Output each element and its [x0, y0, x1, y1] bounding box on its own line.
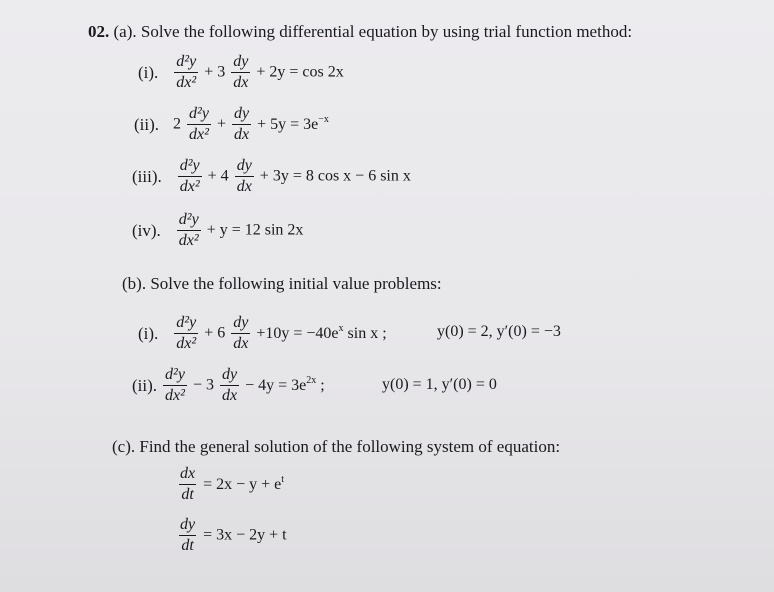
first-derivative-fraction: $\frac{dy}{dx}$	[236, 157, 252, 195]
question-heading	[88, 22, 632, 42]
second-derivative-fraction: $\frac{\text{d²y}}{\text{dx²}}$	[176, 53, 197, 91]
first-derivative-fraction: $\frac{dy}{dx}$	[221, 366, 238, 404]
equation-a-ii: (ii). 2 $\frac{\text{d²y}}{\text{dx²}}$ + $\frac{dy}{dx}$ + $5y = 3e^{-x}$	[134, 105, 329, 143]
part-c-heading: (c). Find the general solution of the following system of equation:	[112, 437, 561, 456]
system-equation-1: $\frac{dx}{dt}$ = $2x - y + e^t$	[180, 465, 285, 503]
equation-b-ii: (ii). $\frac{\text{d²y}}{\text{dx²}}$ − 3 $\frac{dy}{dx}$ − $4y = 3e^{2x}$ ;	[132, 366, 325, 404]
system-equation-2: $\frac{dy}{dt}$ = 3x − 2y + t	[180, 516, 287, 554]
label-a-ii: (ii).	[134, 115, 160, 134]
second-derivative-fraction: $\frac{\text{d²y}}{\text{dx²}}$	[189, 105, 209, 143]
dy-dt-fraction: $\frac{dy}{dt}$	[180, 516, 196, 554]
label-a-i: (i).	[138, 63, 159, 82]
second-derivative-fraction: $\frac{\text{d²y}}{\text{dx²}}$	[179, 157, 200, 195]
label-b-i: (i).	[138, 324, 159, 343]
equation-a-iv: (iv). $\frac{\text{d²y}}{\text{dx²}}$ + y = 12 sin 2x	[132, 211, 304, 249]
first-derivative-fraction: $\frac{dy}{dx}$	[233, 53, 249, 91]
label-a-iii: (iii).	[132, 167, 162, 186]
question-number: 02.	[88, 22, 110, 41]
initial-conditions-b-i: y(0) = 2, y′(0) = −3	[437, 323, 561, 340]
first-derivative-fraction: $\frac{dy}{dx}$	[233, 105, 250, 143]
second-derivative-fraction: $\frac{\text{d²y}}{\text{dx²}}$	[176, 314, 197, 352]
part-b-heading: (b). Solve the following initial value problems:	[122, 274, 442, 293]
equation-a-i: (i). $\frac{\text{d²y}}{\text{dx²}}$ + 3 $\frac{dy}{dx}$ + 2y = cos 2x	[138, 53, 344, 91]
label-a-iv: (iv).	[132, 221, 161, 240]
equation-b-i: (i). $\frac{\text{d²y}}{\text{dx²}}$ + 6 $\frac{dy}{dx}$ $+10y = -40e^x$ sin x ;	[138, 314, 387, 352]
second-derivative-fraction: $\frac{\text{d²y}}{\text{dx²}}$	[178, 211, 199, 249]
initial-conditions-b-ii: y(0) = 1, y′(0) = 0	[382, 376, 497, 393]
part-a-heading: (a). Solve the following differential equation by using trial function method:	[113, 22, 633, 41]
label-b-ii: (ii).	[132, 376, 158, 395]
second-derivative-fraction: $\frac{\text{d²y}}{\text{dx²}}$	[165, 366, 185, 404]
equation-a-iii: (iii). $\frac{\text{d²y}}{\text{dx²}}$ + 4 $\frac{dy}{dx}$ + 3y = 8 cos x − 6 sin x	[132, 157, 411, 195]
first-derivative-fraction: $\frac{dy}{dx}$	[233, 314, 249, 352]
dx-dt-fraction: $\frac{dx}{dt}$	[180, 465, 196, 503]
